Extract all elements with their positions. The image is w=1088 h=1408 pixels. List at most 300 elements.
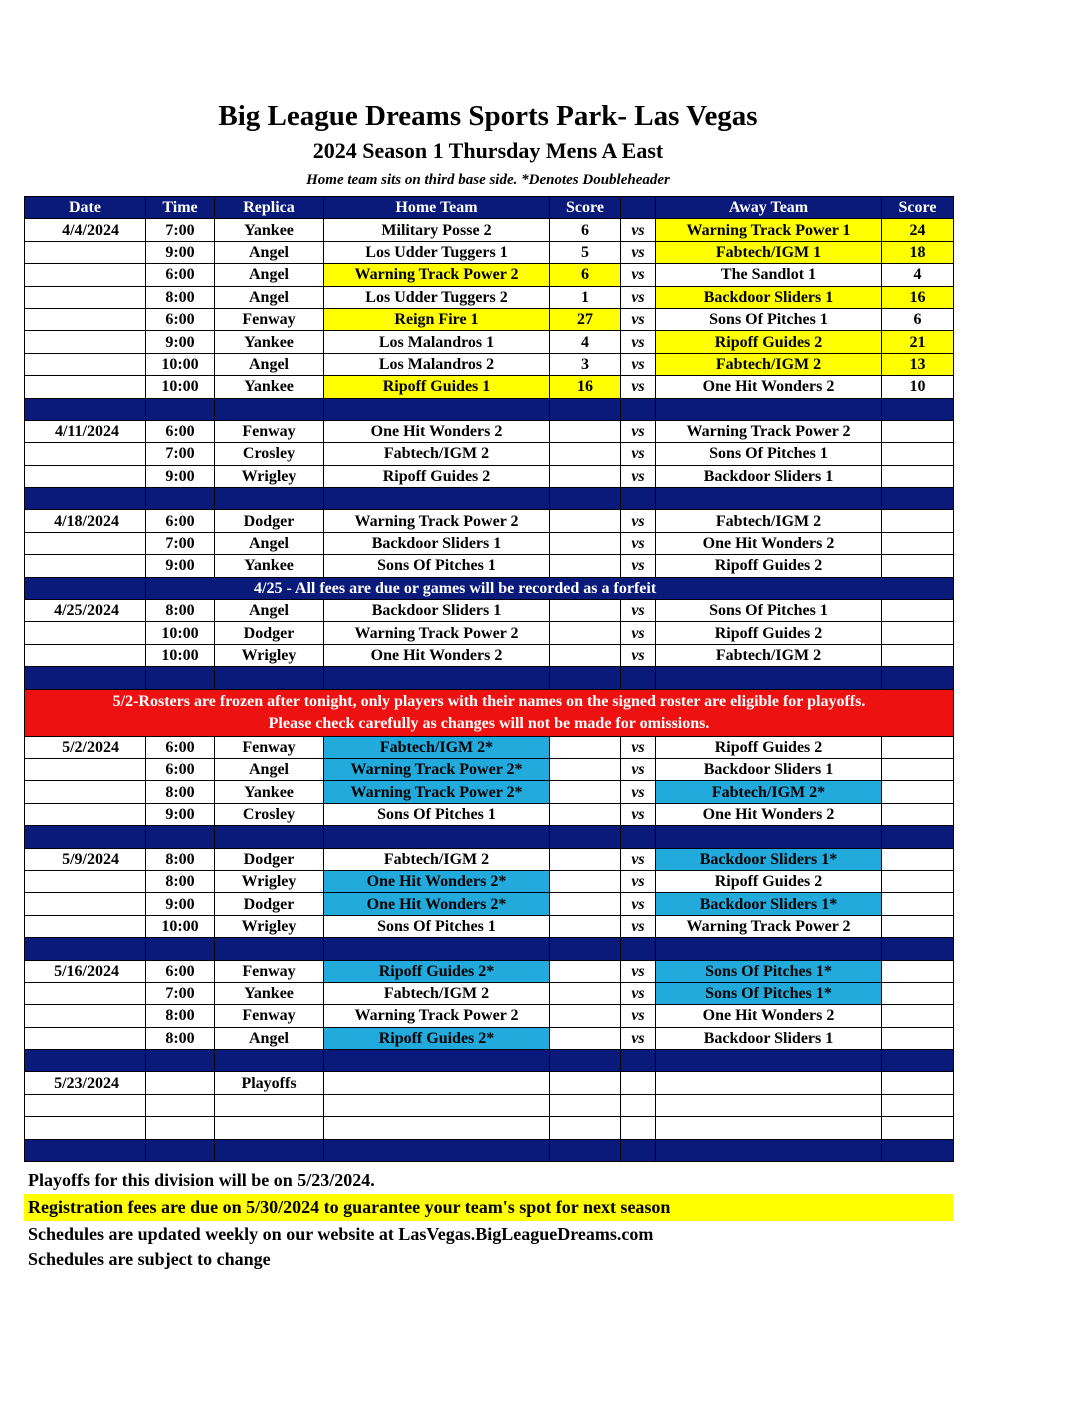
away-score-cell bbox=[882, 555, 954, 577]
away-score-cell: 18 bbox=[882, 241, 954, 263]
date-cell bbox=[25, 532, 146, 554]
separator-cell bbox=[656, 938, 882, 960]
home-team-cell: Backdoor Sliders 1 bbox=[324, 532, 550, 554]
away-score-cell bbox=[882, 736, 954, 758]
away-team-cell: Sons Of Pitches 1 bbox=[656, 600, 882, 622]
vs-cell: vs bbox=[621, 532, 656, 554]
replica-cell: Angel bbox=[215, 600, 324, 622]
separator-cell bbox=[621, 938, 656, 960]
home-score-cell bbox=[550, 443, 621, 465]
table-row bbox=[25, 555, 954, 577]
vs-cell: vs bbox=[621, 555, 656, 577]
date-cell bbox=[25, 465, 146, 487]
date-cell bbox=[25, 443, 146, 465]
table-row bbox=[25, 420, 954, 442]
away-team-cell: Ripoff Guides 2 bbox=[656, 622, 882, 644]
home-score-cell bbox=[550, 848, 621, 870]
date-cell: 5/2/2024 bbox=[25, 736, 146, 758]
home-score-cell bbox=[550, 1094, 621, 1116]
home-team-cell: Sons Of Pitches 1 bbox=[324, 555, 550, 577]
separator-cell bbox=[324, 667, 550, 689]
home-score-cell bbox=[550, 736, 621, 758]
banner-spacer bbox=[25, 577, 146, 599]
separator-row bbox=[25, 826, 954, 848]
separator-cell bbox=[656, 1050, 882, 1072]
table-row bbox=[25, 1117, 954, 1139]
away-score-cell bbox=[882, 532, 954, 554]
time-cell: 10:00 bbox=[146, 353, 215, 375]
away-score-cell: 13 bbox=[882, 353, 954, 375]
away-team-cell: Fabtech/IGM 2 bbox=[656, 353, 882, 375]
date-cell bbox=[25, 331, 146, 353]
date-cell bbox=[25, 1005, 146, 1027]
separator-cell bbox=[146, 826, 215, 848]
date-cell bbox=[25, 286, 146, 308]
table-row bbox=[25, 960, 954, 982]
table-row bbox=[25, 376, 954, 398]
vs-cell: vs bbox=[621, 893, 656, 915]
home-score-cell: 4 bbox=[550, 331, 621, 353]
away-team-cell: Ripoff Guides 2 bbox=[656, 555, 882, 577]
home-team-cell: Sons Of Pitches 1 bbox=[324, 915, 550, 937]
vs-cell bbox=[621, 1117, 656, 1139]
date-cell bbox=[25, 803, 146, 825]
home-team-cell: Sons Of Pitches 1 bbox=[324, 803, 550, 825]
separator-cell bbox=[550, 938, 621, 960]
separator-cell bbox=[25, 667, 146, 689]
home-team-cell: Fabtech/IGM 2 bbox=[324, 443, 550, 465]
table-row bbox=[25, 848, 954, 870]
date-cell bbox=[25, 1117, 146, 1139]
away-team-cell bbox=[656, 1094, 882, 1116]
date-cell bbox=[25, 870, 146, 892]
replica-cell: Fenway bbox=[215, 420, 324, 442]
table-row bbox=[25, 443, 954, 465]
table-row bbox=[25, 510, 954, 532]
vs-cell bbox=[621, 1094, 656, 1116]
separator-cell bbox=[146, 488, 215, 510]
home-score-cell bbox=[550, 1117, 621, 1139]
separator-cell bbox=[621, 398, 656, 420]
roster-alert bbox=[25, 689, 954, 736]
home-team-cell: Ripoff Guides 2* bbox=[324, 960, 550, 982]
away-score-cell: 21 bbox=[882, 331, 954, 353]
time-cell: 9:00 bbox=[146, 803, 215, 825]
away-score-cell bbox=[882, 1117, 954, 1139]
replica-cell: Crosley bbox=[215, 443, 324, 465]
replica-cell: Crosley bbox=[215, 803, 324, 825]
home-team-cell: Fabtech/IGM 2* bbox=[324, 736, 550, 758]
separator-cell bbox=[215, 398, 324, 420]
vs-cell: vs bbox=[621, 376, 656, 398]
separator-row bbox=[25, 667, 954, 689]
time-cell: 7:00 bbox=[146, 982, 215, 1004]
away-score-cell bbox=[882, 848, 954, 870]
table-row bbox=[25, 353, 954, 375]
separator-row bbox=[25, 1050, 954, 1072]
col-header-home-team: Home Team bbox=[324, 197, 550, 219]
replica-cell bbox=[215, 1094, 324, 1116]
home-score-cell bbox=[550, 532, 621, 554]
home-team-cell: Ripoff Guides 2 bbox=[324, 465, 550, 487]
vs-cell: vs bbox=[621, 420, 656, 442]
col-header-vs bbox=[621, 197, 656, 219]
separator-cell bbox=[882, 826, 954, 848]
away-team-cell: Warning Track Power 2 bbox=[656, 420, 882, 442]
home-team-cell: Warning Track Power 2 bbox=[324, 1005, 550, 1027]
home-score-cell bbox=[550, 803, 621, 825]
away-score-cell bbox=[882, 644, 954, 666]
home-team-cell: Los Udder Tuggers 2 bbox=[324, 286, 550, 308]
away-score-cell bbox=[882, 1005, 954, 1027]
home-score-cell: 27 bbox=[550, 308, 621, 330]
home-score-cell bbox=[550, 1072, 621, 1094]
separator-cell bbox=[324, 1050, 550, 1072]
home-team-cell: Warning Track Power 2* bbox=[324, 758, 550, 780]
away-score-cell bbox=[882, 870, 954, 892]
subject-to-change-note: Schedules are subject to change bbox=[28, 1249, 271, 1269]
vs-cell: vs bbox=[621, 622, 656, 644]
separator-cell bbox=[324, 938, 550, 960]
time-cell bbox=[146, 1072, 215, 1094]
time-cell: 7:00 bbox=[146, 219, 215, 241]
playoffs-note: Playoffs for this division will be on 5/23/2024. bbox=[28, 1170, 375, 1190]
replica-cell: Dodger bbox=[215, 622, 324, 644]
separator-cell bbox=[621, 826, 656, 848]
separator-cell bbox=[621, 1139, 656, 1161]
separator-cell bbox=[882, 667, 954, 689]
page-title: Big League Dreams Sports Park- Las Vegas bbox=[218, 100, 758, 132]
away-team-cell: Sons Of Pitches 1 bbox=[656, 443, 882, 465]
separator-cell bbox=[324, 1139, 550, 1161]
away-team-cell: Sons Of Pitches 1 bbox=[656, 308, 882, 330]
replica-cell: Fenway bbox=[215, 1005, 324, 1027]
away-team-cell: Warning Track Power 2 bbox=[656, 915, 882, 937]
home-team-cell: Warning Track Power 2 bbox=[324, 622, 550, 644]
vs-cell: vs bbox=[621, 644, 656, 666]
time-cell: 8:00 bbox=[146, 286, 215, 308]
home-team-cell: Warning Track Power 2 bbox=[324, 264, 550, 286]
separator-cell bbox=[882, 1139, 954, 1161]
time-cell: 6:00 bbox=[146, 264, 215, 286]
vs-cell: vs bbox=[621, 982, 656, 1004]
home-score-cell: 6 bbox=[550, 264, 621, 286]
separator-cell bbox=[215, 667, 324, 689]
away-score-cell bbox=[882, 893, 954, 915]
separator-row bbox=[25, 398, 954, 420]
separator-row bbox=[25, 1139, 954, 1161]
separator-cell bbox=[25, 826, 146, 848]
home-score-cell bbox=[550, 870, 621, 892]
date-cell bbox=[25, 781, 146, 803]
home-team-cell: One Hit Wonders 2* bbox=[324, 893, 550, 915]
home-team-cell bbox=[324, 1072, 550, 1094]
separator-cell bbox=[146, 667, 215, 689]
replica-cell: Yankee bbox=[215, 555, 324, 577]
roster-alert-line2: Please check carefully as changes will not be made for omissions. bbox=[268, 714, 710, 732]
home-team-cell: Ripoff Guides 1 bbox=[324, 376, 550, 398]
replica-cell: Angel bbox=[215, 1027, 324, 1049]
home-score-cell bbox=[550, 781, 621, 803]
schedule-table bbox=[24, 196, 954, 1162]
date-cell bbox=[25, 353, 146, 375]
table-row bbox=[25, 644, 954, 666]
vs-cell: vs bbox=[621, 781, 656, 803]
time-cell: 9:00 bbox=[146, 465, 215, 487]
away-team-cell: Ripoff Guides 2 bbox=[656, 870, 882, 892]
replica-cell: Dodger bbox=[215, 893, 324, 915]
replica-cell: Yankee bbox=[215, 376, 324, 398]
website-note: Schedules are updated weekly on our website at LasVegas.BigLeagueDreams.com bbox=[28, 1224, 654, 1244]
separator-cell bbox=[25, 1050, 146, 1072]
home-score-cell bbox=[550, 915, 621, 937]
away-team-cell: Ripoff Guides 2 bbox=[656, 736, 882, 758]
vs-cell: vs bbox=[621, 600, 656, 622]
table-row bbox=[25, 600, 954, 622]
date-cell bbox=[25, 758, 146, 780]
away-score-cell: 24 bbox=[882, 219, 954, 241]
separator-cell bbox=[882, 938, 954, 960]
away-score-cell: 4 bbox=[882, 264, 954, 286]
separator-cell bbox=[882, 488, 954, 510]
home-team-cell: Los Malandros 2 bbox=[324, 353, 550, 375]
schedule-body bbox=[25, 219, 954, 1162]
away-team-cell: Fabtech/IGM 2 bbox=[656, 644, 882, 666]
away-team-cell: One Hit Wonders 2 bbox=[656, 532, 882, 554]
home-score-cell bbox=[550, 960, 621, 982]
home-score-cell: 16 bbox=[550, 376, 621, 398]
table-row bbox=[25, 331, 954, 353]
home-team-cell: Ripoff Guides 2* bbox=[324, 1027, 550, 1049]
home-score-cell bbox=[550, 758, 621, 780]
date-cell bbox=[25, 376, 146, 398]
date-cell bbox=[25, 264, 146, 286]
separator-cell bbox=[882, 1050, 954, 1072]
separator-cell bbox=[215, 826, 324, 848]
date-cell bbox=[25, 644, 146, 666]
away-team-cell: One Hit Wonders 2 bbox=[656, 803, 882, 825]
date-cell: 5/9/2024 bbox=[25, 848, 146, 870]
separator-cell bbox=[324, 398, 550, 420]
away-score-cell bbox=[882, 1027, 954, 1049]
replica-cell: Yankee bbox=[215, 982, 324, 1004]
col-header-date: Date bbox=[25, 197, 146, 219]
away-score-cell bbox=[882, 420, 954, 442]
time-cell: 6:00 bbox=[146, 308, 215, 330]
away-team-cell: The Sandlot 1 bbox=[656, 264, 882, 286]
col-header-home-score: Score bbox=[550, 197, 621, 219]
vs-cell: vs bbox=[621, 331, 656, 353]
col-header-away-score: Score bbox=[882, 197, 954, 219]
separator-cell bbox=[25, 1139, 146, 1161]
time-cell: 8:00 bbox=[146, 848, 215, 870]
time-cell: 9:00 bbox=[146, 555, 215, 577]
separator-cell bbox=[146, 938, 215, 960]
doubleheader-note: Home team sits on third base side. *Denotes Doubleheader bbox=[306, 172, 670, 188]
date-cell: 4/11/2024 bbox=[25, 420, 146, 442]
away-team-cell: Fabtech/IGM 1 bbox=[656, 241, 882, 263]
separator-cell bbox=[25, 488, 146, 510]
home-team-cell: Fabtech/IGM 2 bbox=[324, 848, 550, 870]
away-team-cell: Fabtech/IGM 2 bbox=[656, 510, 882, 532]
away-score-cell bbox=[882, 465, 954, 487]
replica-cell: Wrigley bbox=[215, 644, 324, 666]
table-row bbox=[25, 803, 954, 825]
replica-cell: Yankee bbox=[215, 331, 324, 353]
table-header-row bbox=[25, 197, 954, 219]
date-cell: 4/18/2024 bbox=[25, 510, 146, 532]
separator-cell bbox=[550, 667, 621, 689]
away-team-cell: Backdoor Sliders 1 bbox=[656, 465, 882, 487]
home-score-cell bbox=[550, 510, 621, 532]
time-cell: 8:00 bbox=[146, 870, 215, 892]
separator-cell bbox=[656, 1139, 882, 1161]
replica-cell: Wrigley bbox=[215, 870, 324, 892]
away-team-cell: One Hit Wonders 2 bbox=[656, 376, 882, 398]
home-team-cell: Military Posse 2 bbox=[324, 219, 550, 241]
home-team-cell: One Hit Wonders 2* bbox=[324, 870, 550, 892]
separator-cell bbox=[146, 1139, 215, 1161]
away-team-cell: Backdoor Sliders 1 bbox=[656, 758, 882, 780]
table-row bbox=[25, 870, 954, 892]
away-team-cell: Sons Of Pitches 1* bbox=[656, 960, 882, 982]
separator-cell bbox=[656, 826, 882, 848]
time-cell: 10:00 bbox=[146, 644, 215, 666]
time-cell: 9:00 bbox=[146, 241, 215, 263]
home-score-cell bbox=[550, 600, 621, 622]
date-cell bbox=[25, 893, 146, 915]
col-header-time: Time bbox=[146, 197, 215, 219]
home-team-cell: Reign Fire 1 bbox=[324, 308, 550, 330]
time-cell bbox=[146, 1094, 215, 1116]
table-row bbox=[25, 264, 954, 286]
away-score-cell bbox=[882, 781, 954, 803]
separator-cell bbox=[324, 488, 550, 510]
separator-cell bbox=[621, 488, 656, 510]
replica-cell: Angel bbox=[215, 264, 324, 286]
replica-cell: Angel bbox=[215, 241, 324, 263]
registration-note: Registration fees are due on 5/30/2024 to guarantee your team's spot for next season bbox=[24, 1194, 953, 1221]
vs-cell: vs bbox=[621, 308, 656, 330]
away-team-cell bbox=[656, 1072, 882, 1094]
replica-cell: Dodger bbox=[215, 848, 324, 870]
separator-cell bbox=[550, 1050, 621, 1072]
away-team-cell bbox=[656, 1117, 882, 1139]
separator-cell bbox=[215, 488, 324, 510]
date-cell bbox=[25, 982, 146, 1004]
home-team-cell bbox=[324, 1117, 550, 1139]
away-team-cell: Warning Track Power 1 bbox=[656, 219, 882, 241]
page-subtitle: 2024 Season 1 Thursday Mens A East bbox=[312, 138, 664, 163]
replica-cell: Fenway bbox=[215, 960, 324, 982]
home-team-cell: Los Malandros 1 bbox=[324, 331, 550, 353]
date-cell bbox=[25, 1094, 146, 1116]
vs-cell: vs bbox=[621, 286, 656, 308]
away-score-cell: 6 bbox=[882, 308, 954, 330]
home-team-cell: Fabtech/IGM 2 bbox=[324, 982, 550, 1004]
date-cell: 5/23/2024 bbox=[25, 1072, 146, 1094]
vs-cell: vs bbox=[621, 758, 656, 780]
home-team-cell bbox=[324, 1094, 550, 1116]
date-cell: 4/25/2024 bbox=[25, 600, 146, 622]
away-score-cell bbox=[882, 510, 954, 532]
table-row bbox=[25, 286, 954, 308]
separator-cell bbox=[25, 938, 146, 960]
replica-cell bbox=[215, 1117, 324, 1139]
vs-cell: vs bbox=[621, 443, 656, 465]
separator-cell bbox=[215, 938, 324, 960]
away-score-cell bbox=[882, 915, 954, 937]
time-cell: 8:00 bbox=[146, 1027, 215, 1049]
time-cell: 8:00 bbox=[146, 1005, 215, 1027]
separator-cell bbox=[215, 1050, 324, 1072]
col-header-replica: Replica bbox=[215, 197, 324, 219]
home-score-cell: 5 bbox=[550, 241, 621, 263]
table-row bbox=[25, 982, 954, 1004]
separator-cell bbox=[550, 1139, 621, 1161]
replica-cell: Angel bbox=[215, 286, 324, 308]
table-row bbox=[25, 758, 954, 780]
date-cell: 5/16/2024 bbox=[25, 960, 146, 982]
separator-cell bbox=[621, 1050, 656, 1072]
vs-cell: vs bbox=[621, 264, 656, 286]
vs-cell: vs bbox=[621, 465, 656, 487]
away-score-cell bbox=[882, 600, 954, 622]
separator-cell bbox=[656, 488, 882, 510]
time-cell: 9:00 bbox=[146, 331, 215, 353]
away-team-cell: Backdoor Sliders 1* bbox=[656, 893, 882, 915]
separator-cell bbox=[550, 826, 621, 848]
home-score-cell bbox=[550, 465, 621, 487]
vs-cell: vs bbox=[621, 1005, 656, 1027]
table-row bbox=[25, 219, 954, 241]
separator-cell bbox=[550, 488, 621, 510]
vs-cell: vs bbox=[621, 1027, 656, 1049]
away-score-cell bbox=[882, 758, 954, 780]
home-score-cell bbox=[550, 1005, 621, 1027]
time-cell: 8:00 bbox=[146, 600, 215, 622]
table-row bbox=[25, 1027, 954, 1049]
fees-banner-row bbox=[25, 577, 954, 599]
date-cell bbox=[25, 241, 146, 263]
table-row bbox=[25, 1072, 954, 1094]
away-score-cell bbox=[882, 803, 954, 825]
time-cell: 6:00 bbox=[146, 960, 215, 982]
replica-cell: Yankee bbox=[215, 781, 324, 803]
away-team-cell: Backdoor Sliders 1* bbox=[656, 848, 882, 870]
separator-row bbox=[25, 938, 954, 960]
time-cell: 6:00 bbox=[146, 420, 215, 442]
away-score-cell bbox=[882, 443, 954, 465]
vs-cell: vs bbox=[621, 960, 656, 982]
separator-row bbox=[25, 488, 954, 510]
replica-cell: Playoffs bbox=[215, 1072, 324, 1094]
fees-banner-text: 4/25 - All fees are due or games will be recorded as a forfeit bbox=[146, 577, 954, 599]
col-header-away-team: Away Team bbox=[656, 197, 882, 219]
away-score-cell bbox=[882, 1094, 954, 1116]
date-cell bbox=[25, 915, 146, 937]
away-score-cell: 16 bbox=[882, 286, 954, 308]
separator-cell bbox=[656, 398, 882, 420]
away-team-cell: Backdoor Sliders 1 bbox=[656, 286, 882, 308]
vs-cell: vs bbox=[621, 353, 656, 375]
replica-cell: Angel bbox=[215, 353, 324, 375]
date-cell bbox=[25, 555, 146, 577]
table-row bbox=[25, 1094, 954, 1116]
time-cell: 9:00 bbox=[146, 893, 215, 915]
replica-cell: Angel bbox=[215, 758, 324, 780]
time-cell: 6:00 bbox=[146, 736, 215, 758]
